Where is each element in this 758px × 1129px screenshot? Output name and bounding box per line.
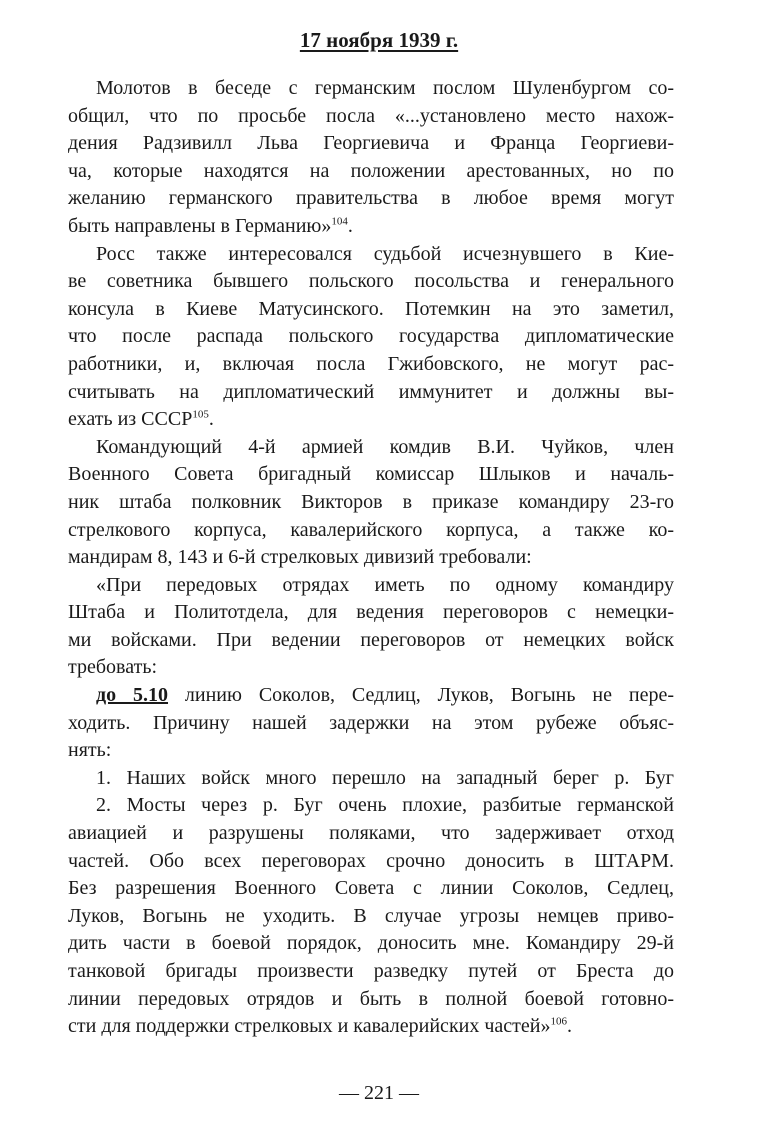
text-line: танковой бригады произвести разведку путей от Бреста до	[68, 960, 674, 982]
footnote-ref: 104	[331, 215, 348, 228]
footnote-ref: 106	[550, 1015, 567, 1028]
text-line: Росс также интересовался судьбой исчезнувшего в Кие-	[96, 242, 674, 265]
text-line: дить части в боевой порядок, доносить мне. Командиру 29-й	[68, 932, 674, 955]
text-line: 1. Наших войск много перешло на западный берег р. Буг	[96, 766, 674, 789]
text-line: работники, и, включая посла Гжибовского, не могут рас-	[68, 352, 674, 375]
text-line: 2. Мосты через р. Буг очень плохие, разбитые германской	[96, 794, 674, 817]
paragraph	[68, 572, 674, 682]
text-line: Штаба и Политотдела, для ведения переговоров с немецки-	[68, 601, 674, 624]
text-line: до 5.10 линию Соколов, Седлиц, Луков, Вогынь не пере-	[96, 684, 674, 707]
text-line: консула в Киеве Матусинского. Потемкин на это заметил,	[68, 297, 674, 320]
text-line: линии передовых отрядов и быть в полной боевой готовно-	[68, 987, 674, 1010]
underlined-date: до 5.10	[96, 684, 169, 707]
text-line: желанию германского правительства в любое время могут	[68, 187, 674, 210]
text-line: «При передовых отрядах иметь по одному командиру	[96, 573, 674, 596]
text-line: частей. Обо всех переговорах срочно доносить в ШТАРМ.	[68, 849, 674, 872]
text-line: стрелкового корпуса, кавалерийского корпуса, а также ко-	[68, 518, 674, 541]
paragraph	[68, 241, 674, 434]
paragraph	[68, 792, 674, 1040]
page-number: — 221 —	[339, 1082, 419, 1104]
text-line: Командующий 4-й армией комдив В.И. Чуйков, член	[96, 435, 674, 458]
text-line: ник штаба полковник Викторов в приказе командиру 23-го	[68, 490, 674, 513]
text-line: Молотов в беседе с германским послом Шуленбургом со-	[96, 77, 674, 99]
text-line: авиацией и разрушены поляками, что задерживает отход	[68, 822, 674, 845]
text-line: нять:	[68, 739, 112, 762]
paragraph	[68, 434, 674, 572]
text-line: считывать на дипломатический иммунитет и должны вы-	[68, 380, 674, 403]
text-line: мандирам 8, 143 и 6-й стрелковых дивизий требовали:	[68, 546, 532, 569]
text-line: требовать:	[68, 656, 157, 679]
text-line: ехать из СССР$^{105}$.	[68, 408, 214, 431]
text-line: сти для поддержки стрелковых и кавалерийских частей»$^{106}$.	[68, 1015, 572, 1038]
page-heading: 17 ноября 1939 г.	[299, 28, 459, 52]
text-line: быть направлены в Германию»$^{104}$.	[68, 214, 353, 237]
paragraph	[68, 765, 674, 793]
text-line: Военного Совета бригадный комиссар Шлыков и началь-	[68, 463, 674, 486]
text-line: дения Радзивилл Льва Георгиевича и Франца Георгиеви-	[68, 132, 674, 155]
text-line: ча, которые находятся на положении арестованных, но по	[68, 159, 674, 182]
body-text	[68, 75, 674, 1041]
text-line: общил, что по просьбе посла «...установлено место нахож-	[68, 104, 674, 127]
text-line: ми войсками. При ведении переговоров от немецких войск	[68, 628, 674, 651]
text-line: ве советника бывшего польского посольства и генерального	[68, 270, 674, 293]
text-line: ходить. Причину нашей задержки на этом рубеже объяс-	[68, 711, 674, 734]
text-line: что после распада польского государства дипломатические	[68, 325, 674, 348]
text-line: Луков, Вогынь не уходить. В случае угрозы немцев приво-	[68, 904, 674, 927]
paragraph	[68, 75, 674, 241]
footnote-ref: 105	[192, 408, 209, 421]
paragraph	[68, 682, 674, 765]
text-line: Без разрешения Военного Совета с линии Соколов, Седлец,	[68, 877, 674, 900]
